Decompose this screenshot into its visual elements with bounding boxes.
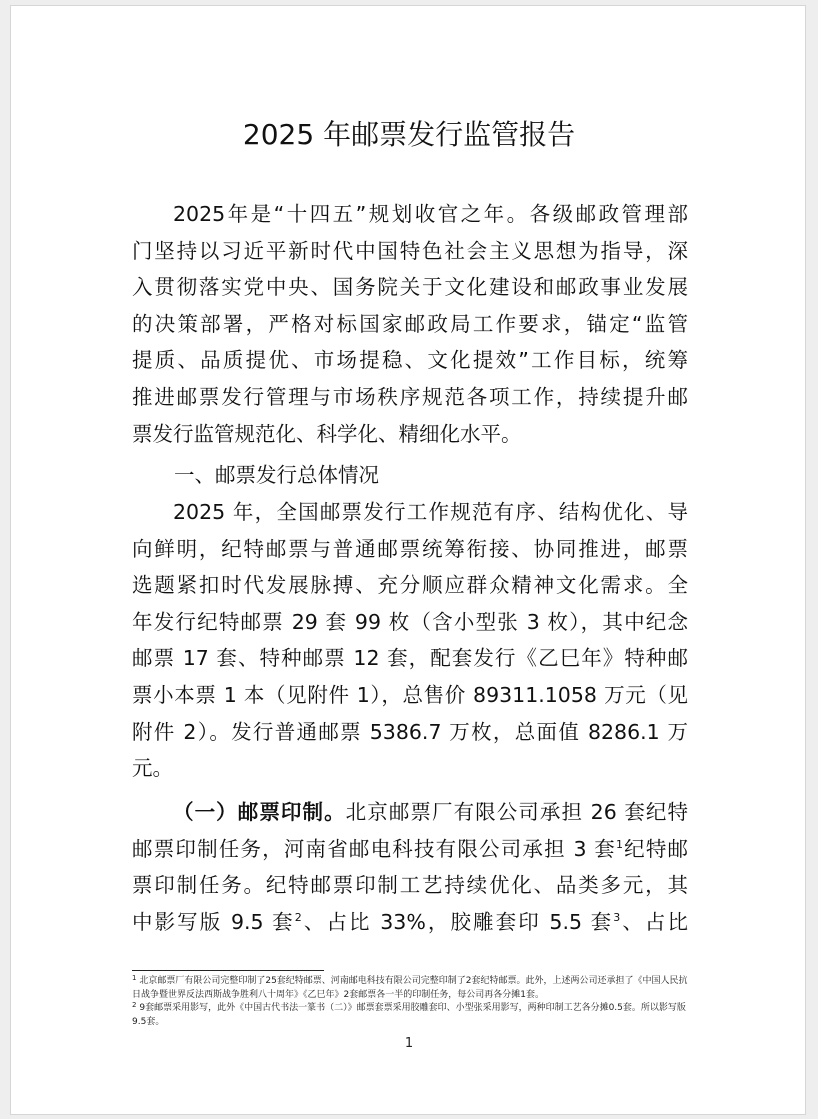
footnote-2 [132,1002,688,1029]
document-title: 2025 年邮票发行监管报告 [242,118,576,151]
printing-text: 、占比 [620,909,689,934]
printing-paragraph [132,794,688,940]
printing-line: 票印制任务。纪特邮票印制工艺持续优化、品类多元，其 [132,873,688,898]
printing-text: 中影写版 9.5 套 [132,909,295,934]
footnote-mark: 1 [132,974,137,982]
summary-paragraph [132,494,688,787]
footnotes [132,975,688,1029]
text-line: 票小本票 1 本（见附件 1），总售价 89311.1058 万元（见 [132,682,688,707]
text-line: 附件 2）。发行普通邮票 5386.7 万枚，总面值 8286.1 万 [132,719,688,744]
text-line: 2025 年，全国邮票发行工作规范有序、结构优化、导 [173,500,688,524]
printing-text: 邮票印制任务，河南省邮电科技有限公司承担 3 套 [132,836,616,861]
footnote-text: 北京邮票厂有限公司完整印制了25套纪特邮票、河南邮电科技有限公司完整印制了2套纪特邮票。此外，上述两公司还承担了《中国人民抗日战争暨世界反法西斯战争胜利八十周年》《乙巳年》2套邮票各一半的印制任务，每公司再各分摊1套。 [132,976,688,1000]
text-line: 入贯彻落实党中央、国务院关于文化建设和邮政事业发展 [132,275,688,300]
text-line: 推进邮票发行管理与市场秩序规范各项工作，持续提升邮 [132,384,688,409]
printing-line [132,904,688,941]
section-heading: 一、邮票发行总体情况 [174,463,379,487]
footnote-ref[interactable]: 2 [294,910,302,924]
text-line: 2025年是“十四五”规划收官之年。各级邮政管理部 [173,202,688,226]
printing-text: 、占比 33%，胶雕套印 5.5 套 [301,909,614,934]
footnote-mark: 2 [132,1001,137,1009]
printing-lead: （一）邮票印制。 [173,800,346,824]
text-line: 票发行监管规范化、科学化、精细化水平。 [132,421,522,446]
text-line: 邮票 17 套、特种邮票 12 套，配套发行《乙巳年》特种邮 [132,646,688,671]
text-line: 门坚持以习近平新时代中国特色社会主义思想为指导，深 [132,238,688,263]
text-line: 向鲜明，纪特邮票与普通邮票统筹衔接、协同推进，邮票 [132,536,688,561]
text-line: 的决策部署，严格对标国家邮政局工作要求，锚定“监管 [132,311,688,336]
text-line: 元。 [132,756,173,781]
text-line: 提质、品质提优、市场提稳、文化提效”工作目标，统筹 [132,348,688,373]
footnote-separator [132,970,324,971]
page-number: 1 [404,1036,414,1051]
printing-line [132,831,688,868]
printing-line [132,794,688,831]
text-line: 年发行纪特邮票 29 套 99 枚（含小型张 3 枚），其中纪念 [132,609,688,634]
text-line: 选题紧扣时代发展脉搏、充分顺应群众精神文化需求。全 [132,573,688,598]
intro-paragraph [132,196,688,452]
footnote-1 [132,975,688,1002]
printing-text: 纪特邮 [622,836,689,861]
printing-text: 北京邮票厂有限公司承担 26 套纪特 [345,800,688,824]
footnote-text: 9套邮票采用影写，此外《中国古代书法一篆书（二）》邮票套票采用胶雕套印、小型张采用影写，两种印制工艺各分摊0.5套。所以影写版9.5套。 [132,1003,686,1027]
footnote-ref[interactable]: 1 [615,837,623,851]
footnote-ref[interactable]: 3 [613,910,621,924]
